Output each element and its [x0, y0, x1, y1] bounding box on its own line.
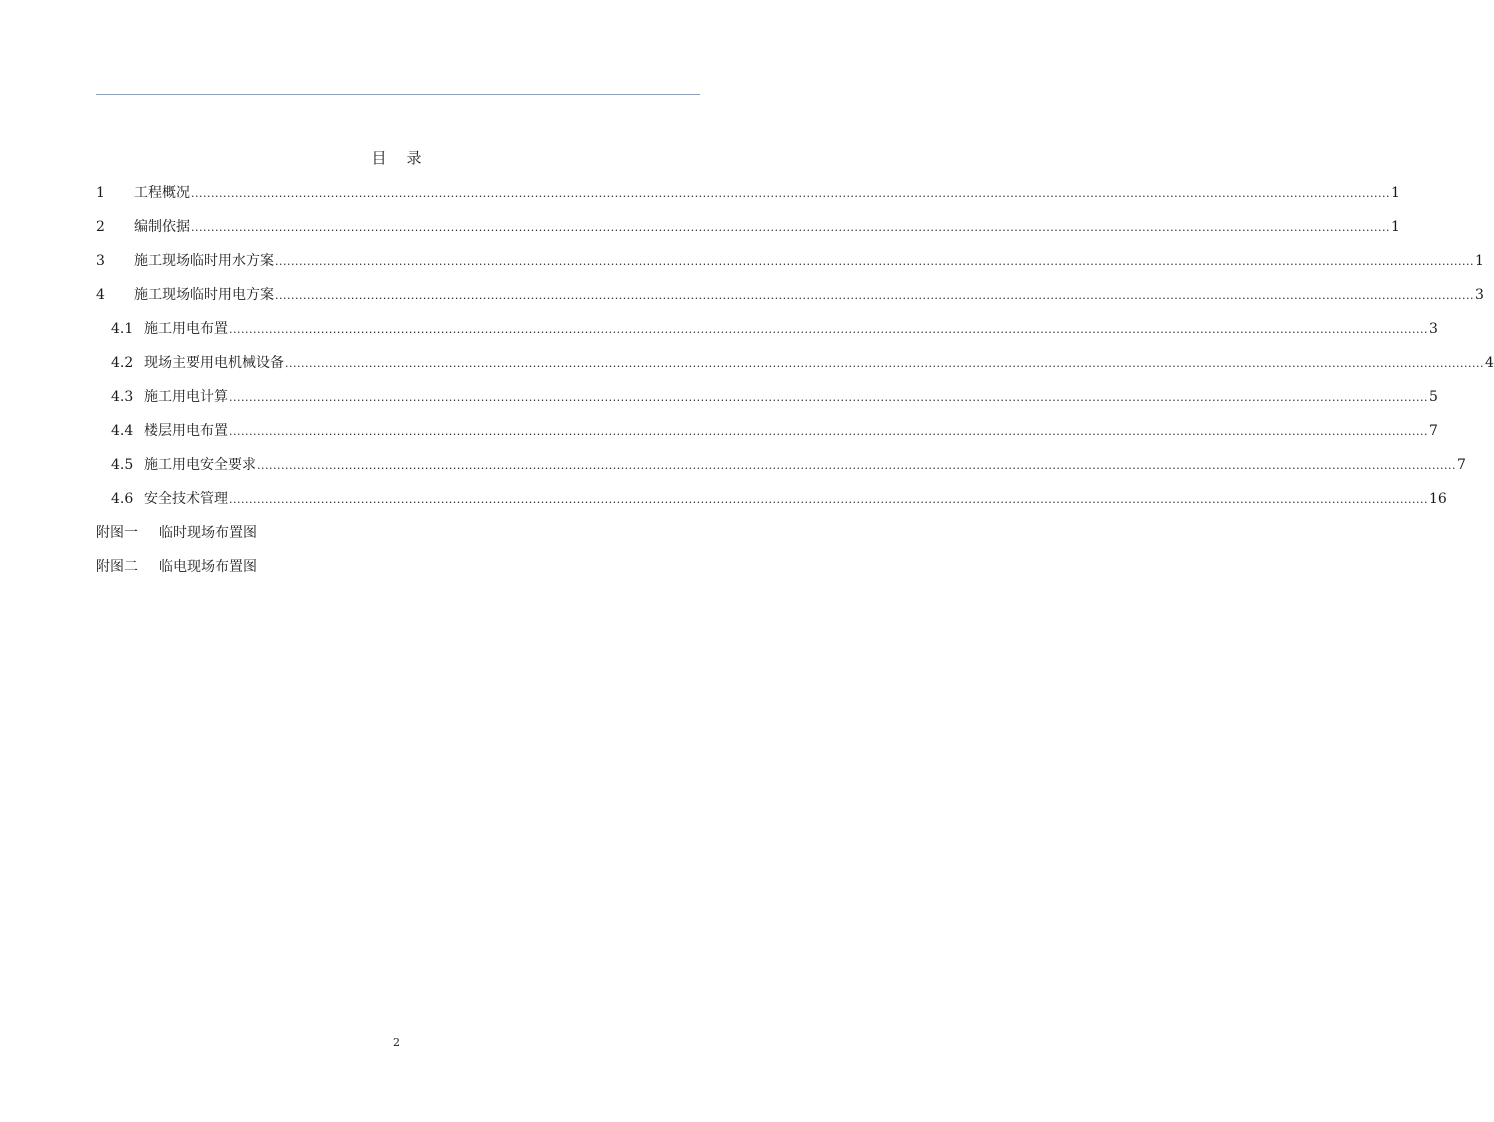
toc-subentry[interactable] — [96, 385, 1438, 419]
toc-appendix-entry[interactable] — [96, 521, 700, 555]
toc-subentry[interactable] — [96, 453, 1466, 487]
toc-leader-dots: ............................................................................................................................................................................................................................................................................................................ — [191, 221, 1390, 234]
toc-entry-number: 1 — [96, 185, 105, 201]
toc-entry-number: 4.4 — [111, 423, 134, 439]
toc-leader-dots: ............................................................................................................................................................................................................................................................................................................ — [257, 459, 1456, 472]
toc-subentry[interactable] — [96, 419, 1438, 453]
toc-appendix-entry[interactable] — [96, 555, 700, 589]
toc-entry-page: 7 — [1456, 457, 1466, 473]
toc-leader-dots: ............................................................................................................................................................................................................................................................................................................ — [191, 187, 1390, 200]
toc-leader-dots: ............................................................................................................................................................................................................................................................................................................ — [275, 289, 1474, 302]
toc-entry-number: 4.2 — [111, 355, 134, 371]
appendix-label: 附图二 — [96, 559, 138, 575]
toc-leader-dots: ............................................................................................................................................................................................................................................................................................................ — [229, 493, 1428, 506]
toc-subentry[interactable] — [96, 317, 1438, 351]
toc-leader-dots: ............................................................................................................................................................................................................................................................................................................ — [285, 357, 1484, 370]
toc-leader-dots: ............................................................................................................................................................................................................................................................................................................ — [229, 323, 1428, 336]
toc-entry-page: 1 — [1474, 253, 1484, 269]
toc-entry-text: 施工用电安全要求 — [144, 457, 256, 473]
toc-entry-number: 4.5 — [111, 457, 134, 473]
appendix-text: 临时现场布置图 — [159, 525, 257, 541]
toc-title-char-2: 录 — [406, 149, 422, 167]
toc-entry-page: 1 — [1390, 185, 1400, 201]
toc-subentry[interactable] — [96, 487, 1447, 521]
toc-entry-text: 楼层用电布置 — [144, 423, 228, 439]
toc-entry-page: 3 — [1474, 287, 1484, 303]
toc-leader-dots: ............................................................................................................................................................................................................................................................................................................ — [275, 255, 1474, 268]
appendix-label: 附图一 — [96, 525, 138, 541]
toc-entry-page: 1 — [1390, 219, 1400, 235]
toc-entry-text: 工程概况 — [134, 185, 190, 201]
page-number: 2 — [393, 1036, 400, 1049]
toc-leader-dots: ............................................................................................................................................................................................................................................................................................................ — [229, 391, 1428, 404]
toc-entry-number: 4.3 — [111, 389, 134, 405]
toc-title — [0, 147, 793, 168]
toc-entry[interactable] — [96, 249, 1484, 283]
table-of-contents — [96, 181, 1494, 589]
toc-entry-page: 5 — [1428, 389, 1438, 405]
toc-entry-number: 4 — [96, 287, 105, 303]
header-rule — [96, 94, 700, 95]
toc-entry-text: 安全技术管理 — [144, 491, 228, 507]
toc-entry-text: 施工用电布置 — [144, 321, 228, 337]
toc-entry-number: 3 — [96, 253, 105, 269]
toc-entry[interactable] — [96, 181, 1400, 215]
toc-entry-text: 施工用电计算 — [144, 389, 228, 405]
toc-entry-text: 施工现场临时用水方案 — [134, 253, 274, 269]
toc-entry-text: 现场主要用电机械设备 — [144, 355, 284, 371]
toc-entry-text: 编制依据 — [134, 219, 190, 235]
toc-entry-number: 2 — [96, 219, 105, 235]
toc-entry-page: 3 — [1428, 321, 1438, 337]
toc-entry-page: 16 — [1428, 491, 1447, 507]
toc-entry[interactable] — [96, 215, 1400, 249]
toc-leader-dots: ............................................................................................................................................................................................................................................................................................................ — [229, 425, 1428, 438]
toc-entry[interactable] — [96, 283, 1484, 317]
toc-entry-number: 4.6 — [111, 491, 134, 507]
toc-entry-text: 施工现场临时用电方案 — [134, 287, 274, 303]
toc-entry-page: 7 — [1428, 423, 1438, 439]
toc-entry-page: 4 — [1484, 355, 1494, 371]
appendix-text: 临电现场布置图 — [159, 559, 257, 575]
toc-subentry[interactable] — [96, 351, 1494, 385]
toc-entry-number: 4.1 — [111, 321, 134, 337]
toc-title-char-1: 目 — [371, 149, 387, 167]
